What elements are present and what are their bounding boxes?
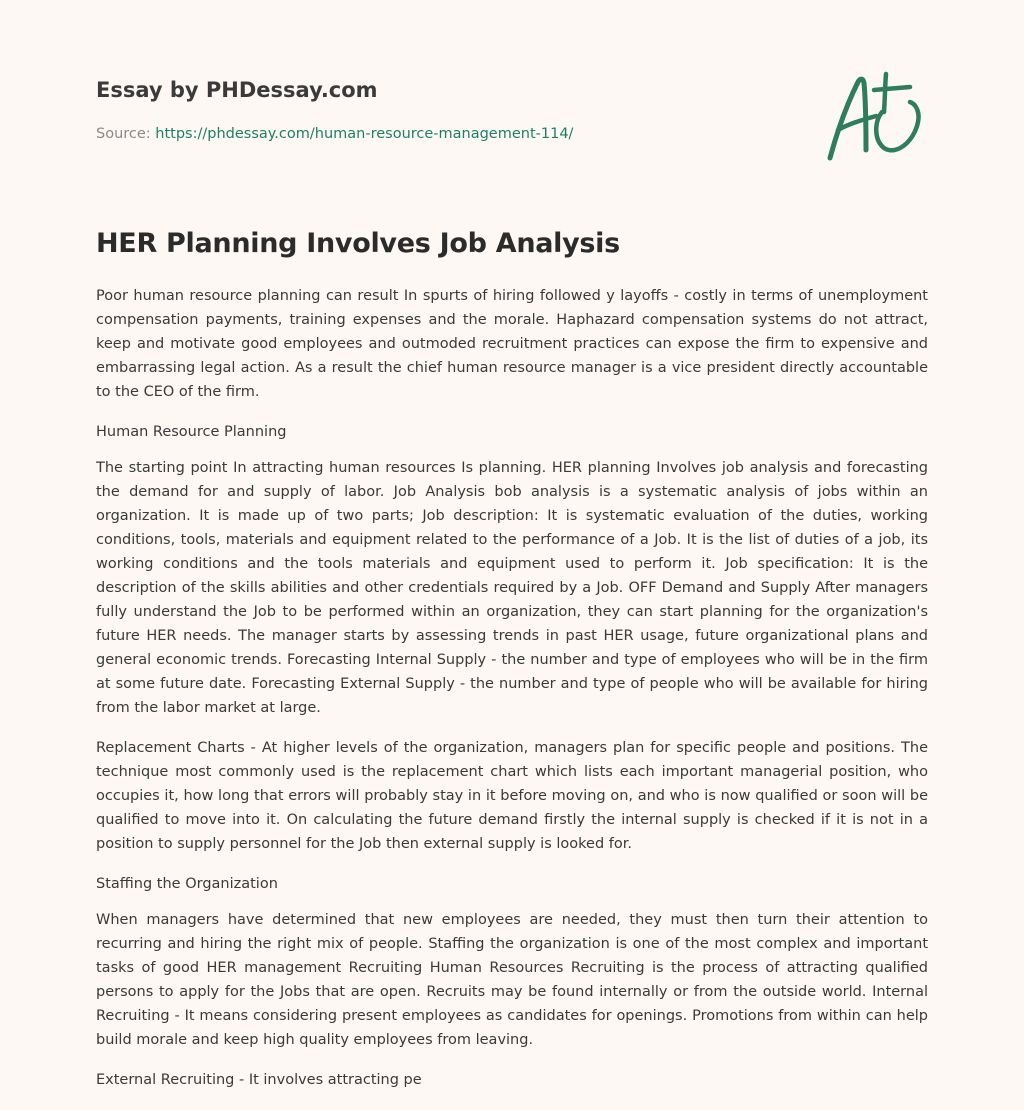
body-paragraph: Poor human resource planning can result In spurts of hiring followed y layoffs - costly in terms of unemployment compensation payments, training expenses and the morale. Haphazard compensation systems do not attract, keep and motivate good employees and outmoded recruitment practices can expose the firm to expensive and embarrassing legal action. As a result the chief human resource manager is a vice president directly accountable to the CEO of the firm. [96,288,928,400]
body-paragraph: Replacement Charts - At higher levels of the organization, managers plan for specific people and positions. The technique most commonly used is the replacement chart which lists each important managerial position, who occupies it, how long that errors will probably stay in it before moving on, and who is now qualified or soon will be qualified to move into it. On calculating the future demand firstly the internal supply is checked if it is not in a position to supply personnel for the Job then external supply is looked for. [96,740,928,852]
a-plus-logo-icon [822,68,932,164]
essay-body [96,284,928,1104]
essay-title: HER Planning Involves Job Analysis [96,228,620,259]
body-paragraph: The starting point In attracting human resources Is planning. HER planning Involves job analysis and forecasting the demand for and supply of labor. Job Analysis bob analysis is a systematic analysis of jobs within an organization. It is made up of two parts; Job description: It is systematic evaluation of the duties, working conditions, tools, materials and equipment related to the performance of a Job. It is the list of duties of a job, its working conditions and the tools materials and equipment used to perform it. Job specification: It is the description of the skills abilities and other credentials required by a Job. OFF Demand and Supply After managers fully understand the Job to be performed within an organization, they can start planning for the organization's future HER needs. The manager starts by assessing trends in past HER usage, future organizational plans and general economic trends. Forecasting Internal Supply - the number and type of employees who will be in the firm at some future date. Forecasting External Supply - the number and type of people who will be available for hiring from the labor market at large. [96,460,928,716]
section-heading: Staffing the Organization [96,876,278,892]
page-header [96,76,796,144]
section-heading: External Recruiting - It involves attracting pe [96,1072,422,1088]
source-line [96,124,796,144]
source-link[interactable]: https://phdessay.com/human-resource-management-114/ [155,126,574,142]
source-label: Source: [96,126,156,142]
brand-title: Essay by PHDessay.com [96,78,378,102]
section-heading: Human Resource Planning [96,424,287,440]
body-paragraph: When managers have determined that new employees are needed, they must then turn their attention to recurring and hiring the right mix of people. Staffing the organization is one of the most complex and important tasks of good HER management Recruiting Human Resources Recruiting is the process of attracting qualified persons to apply for the Jobs that are open. Recruits may be found internally or from the outside world. Internal Recruiting - It means considering present employees as candidates for openings. Promotions from within can help build morale and keep high quality employees from leaving. [96,912,928,1048]
